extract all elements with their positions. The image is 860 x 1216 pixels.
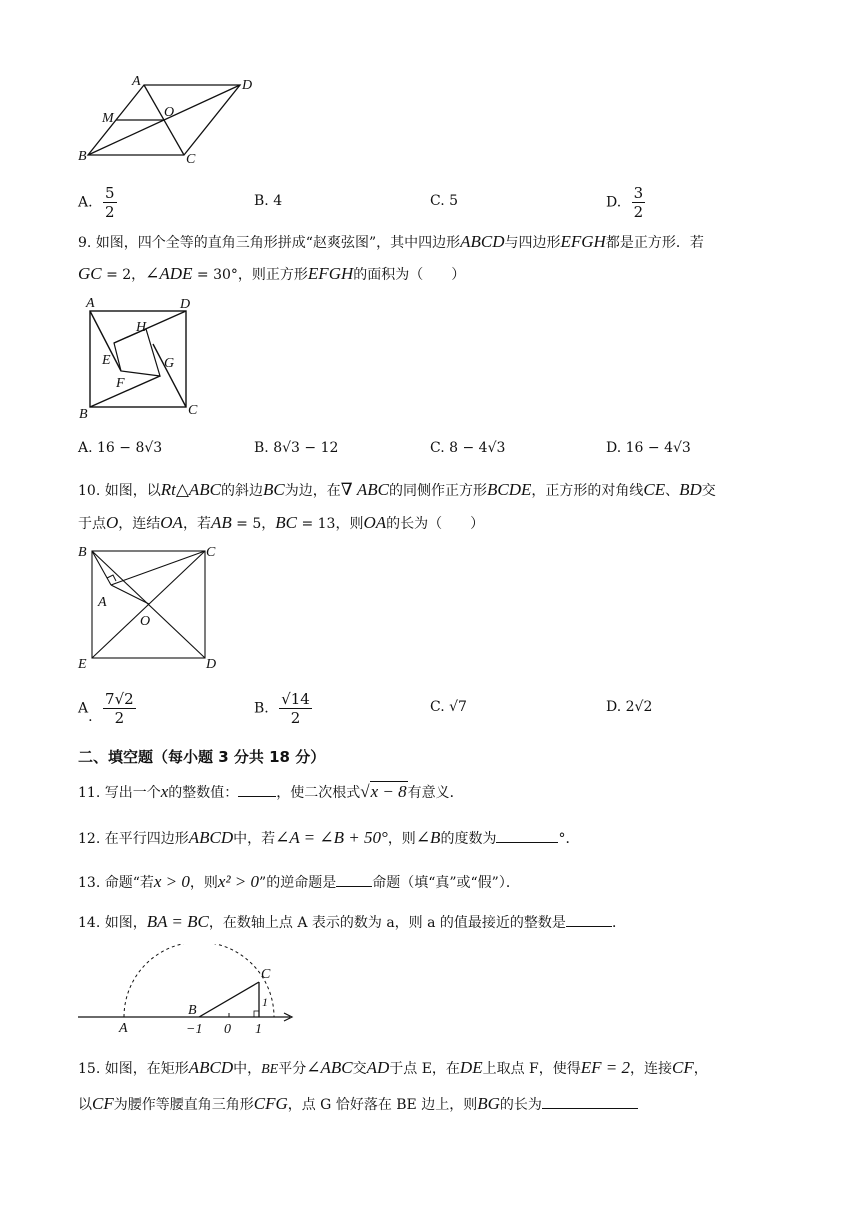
- q9-label-H: H: [136, 320, 147, 335]
- q14-number-line-figure: [74, 944, 304, 1036]
- q11-answer-blank[interactable]: [238, 796, 276, 797]
- q10-square-figure: [72, 540, 232, 675]
- q10-label-E: E: [78, 657, 87, 672]
- q12-answer-blank[interactable]: [496, 842, 558, 843]
- q9-option-a[interactable]: A. 16 − 8√3: [78, 440, 163, 456]
- q14-label-A: A: [119, 1021, 128, 1036]
- q12-line: 12. 在平行四边形ABCD中，若∠A = ∠B + 50°，则∠B的度数为 °．: [78, 828, 580, 847]
- q9-option-b[interactable]: B. 8√3 − 12: [254, 440, 339, 456]
- q13-line: 13. 命题“若x > 0，则x² > 0”的逆命题是 命题（填“真”或“假”）．: [78, 872, 520, 891]
- q15-line1: 15. 如图，在矩形ABCD中，BE平分∠ABC交AD于点 E，在DE上取点 F，使得EF = 2，连接CF，: [78, 1058, 708, 1077]
- q8-parallelogram-figure: [70, 68, 270, 173]
- q9-label-B: B: [79, 407, 88, 422]
- q8-option-a-fraction: $\frac{5}{2}$: [105, 184, 115, 221]
- q9-label-G: G: [164, 356, 175, 371]
- q9-line2: GC = 2，∠ADE = 30°，则正方形EFGH的面积为（ ）: [78, 264, 466, 283]
- q10-label-A: A: [98, 595, 107, 610]
- q8-label-D: D: [242, 78, 253, 93]
- q9-label-D: D: [180, 297, 191, 312]
- q9-zhaoshuang-figure: [76, 294, 206, 422]
- q14-line: 14. 如图，BA = BC，在数轴上点 A 表示的数为 a，则 a 的值最接近的整数是 ．: [78, 912, 626, 931]
- q9-option-d[interactable]: D. 16 − 4√3: [606, 440, 691, 456]
- q13-answer-blank[interactable]: [336, 886, 372, 887]
- q8-label-C: C: [186, 152, 196, 167]
- section-fill-in-title: 二、填空题（每小题 3 分共 18 分）: [78, 748, 326, 766]
- q10-option-b-fraction: $\frac{√14}{2}$: [281, 690, 310, 727]
- q10-option-a[interactable]: A. $\frac{7√2}{2}$: [78, 690, 134, 727]
- q10-line2: 于点O，连结OA，若AB = 5，BC = 13，则OA的长为（ ）: [78, 513, 485, 532]
- q9-label-E: E: [102, 353, 111, 368]
- q8-option-b[interactable]: B. 4: [254, 193, 283, 209]
- q14-tick-neg1: −1: [186, 1022, 203, 1036]
- q15-answer-blank[interactable]: [542, 1108, 638, 1109]
- q15-line2: 以CF为腰作等腰直角三角形CFG，点 G 恰好落在 BE 边上，则BG的长为: [78, 1094, 638, 1115]
- q9-option-c[interactable]: C. 8 − 4√3: [430, 440, 506, 456]
- q10-line1: 10. 如图，以Rt△ABC的斜边BC为边，在∇ ABC的同侧作正方形BCDE，正方形的对角线CE、BD交: [78, 480, 716, 499]
- q11-line: 11. 写出一个x的整数值： ，使二次根式√x − 8有意义．: [78, 782, 464, 801]
- q10-option-b[interactable]: B. $\frac{√14}{2}$: [254, 690, 310, 727]
- q10-option-c[interactable]: C. √7: [430, 699, 467, 715]
- q8-label-O: O: [164, 105, 175, 120]
- q9-label-C: C: [188, 403, 198, 418]
- q14-label-C: C: [261, 967, 271, 982]
- q8-label-M: M: [102, 111, 114, 126]
- q10-label-B: B: [78, 545, 87, 560]
- q8-option-a[interactable]: A. $\frac{5}{2}$: [78, 184, 115, 221]
- q10-label-C: C: [206, 545, 216, 560]
- q8-label-A: A: [132, 74, 141, 89]
- q9-label-A: A: [86, 296, 95, 311]
- q8-option-d[interactable]: D. $\frac{3}{2}$: [606, 184, 644, 221]
- q10-option-a-fraction: $\frac{7√2}{2}$: [105, 690, 134, 727]
- q10-label-D: D: [206, 657, 217, 672]
- q9-label-F: F: [116, 376, 125, 391]
- q14-label-B: B: [188, 1003, 197, 1018]
- q10-label-O: O: [140, 614, 151, 629]
- q14-tick-0: 0: [224, 1022, 231, 1036]
- q10-option-d[interactable]: D. 2√2: [606, 699, 653, 715]
- q9-line1: 9. 如图，四个全等的直角三角形拼成“赵爽弦图”，其中四边形ABCD与四边形EFGH都是正方形．若: [78, 232, 704, 251]
- q14-label-side-1: 1: [262, 995, 268, 1009]
- q8-label-B: B: [78, 149, 87, 164]
- q8-option-c[interactable]: C. 5: [430, 193, 459, 209]
- q14-answer-blank[interactable]: [566, 926, 612, 927]
- q8-option-d-fraction: $\frac{3}{2}$: [633, 184, 644, 221]
- q14-tick-1: 1: [255, 1022, 262, 1036]
